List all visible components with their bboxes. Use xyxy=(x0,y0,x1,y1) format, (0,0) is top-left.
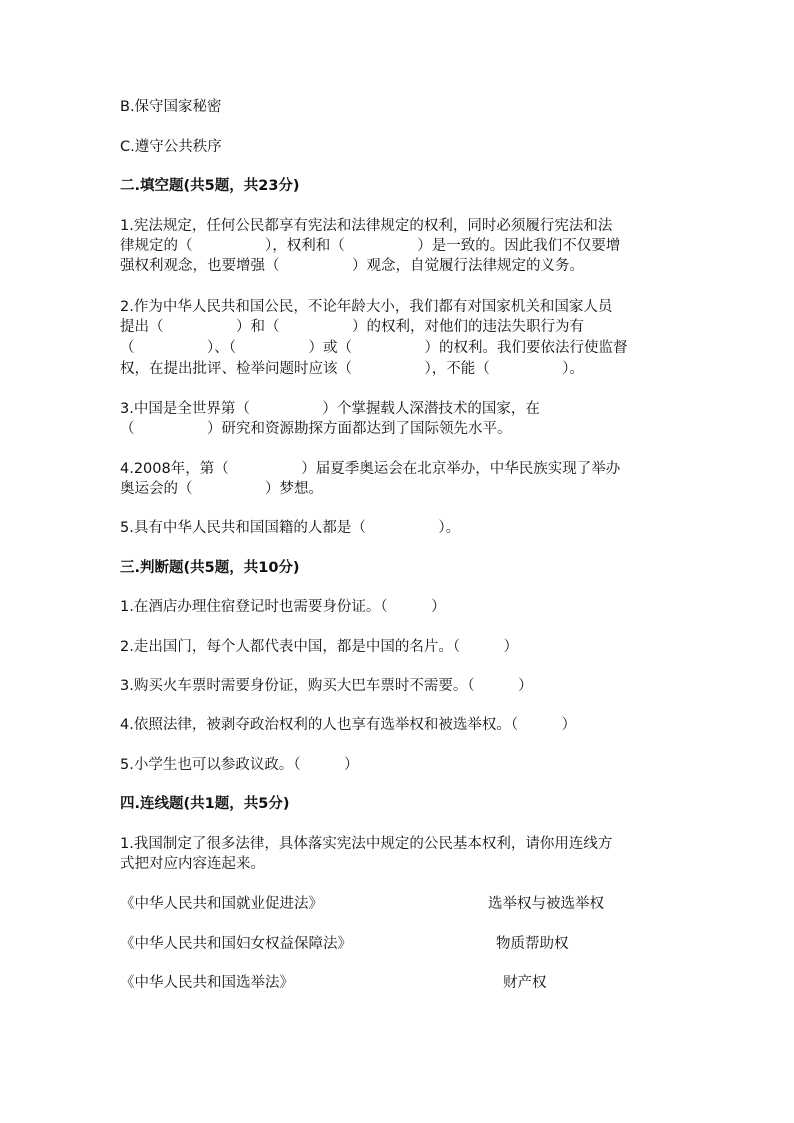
match-q1-line1: 1.我国制定了很多法律，具体落实宪法中规定的公民基本权利，请你用连线方 xyxy=(120,836,613,852)
match-right-item-1: 选举权与被选举权 xyxy=(488,896,604,912)
fill-q3-line1: 3.中国是全世界第（ ）个掌握载人深潜技术的国家，在 xyxy=(120,401,540,417)
judge-item-1: 1.在酒店办理住宿登记时也需要身份证。（ ） xyxy=(120,599,446,615)
fill-q2-line4: 权，在提出批评、检举问题时应该（ ），不能（ ）。 xyxy=(120,361,584,377)
judge-item-2: 2.走出国门，每个人都代表中国，都是中国的名片。（ ） xyxy=(120,639,519,655)
fill-q1-line1: 1.宪法规定，任何公民都享有宪法和法律规定的权利，同时必须履行宪法和法 xyxy=(120,218,613,234)
match-left-item-2: 《中华人民共和国妇女权益保障法》 xyxy=(120,936,352,952)
option-b: B.保守国家秘密 xyxy=(120,99,222,115)
match-left-item-3: 《中华人民共和国选举法》 xyxy=(120,975,294,991)
section4-heading: 四.连线题(共1题，共5分) xyxy=(120,796,290,812)
fill-q2-line1: 2.作为中华人民共和国公民，不论年龄大小，我们都有对国家机关和国家人员 xyxy=(120,299,613,315)
match-right-item-3: 财产权 xyxy=(503,975,547,991)
fill-q3-line2: （ ）研究和资源勘探方面都达到了国际领先水平。 xyxy=(120,421,512,437)
fill-q4-line1: 4.2008年，第（ ）届夏季奥运会在北京举办，中华民族实现了举办 xyxy=(120,461,621,477)
judge-item-4: 4.依照法律，被剥夺政治权利的人也享有选举权和被选举权。（ ） xyxy=(120,717,577,733)
match-right-item-2: 物质帮助权 xyxy=(496,936,569,952)
fill-q2-line2: 提出（ ）和（ ）的权利，对他们的违法失职行为有 xyxy=(120,319,584,335)
fill-q5: 5.具有中华人民共和国国籍的人都是（ ）。 xyxy=(120,520,461,536)
judge-item-3: 3.购买火车票时需要身份证，购买大巴车票时不需要。（ ） xyxy=(120,678,533,694)
fill-q1-line3: 强权利观念，也要增强（ ）观念，自觉履行法律规定的义务。 xyxy=(120,258,584,274)
section3-heading: 三.判断题(共5题，共10分) xyxy=(120,560,300,576)
option-c: C.遵守公共秩序 xyxy=(120,139,222,155)
judge-item-5: 5.小学生也可以参政议政。（ ） xyxy=(120,757,359,773)
fill-q1-line2: 律规定的（ ），权利和（ ）是一致的。因此我们不仅要增 xyxy=(120,238,621,254)
match-q1-line2: 式把对应内容连起来。 xyxy=(120,856,265,872)
match-left-item-1: 《中华人民共和国就业促进法》 xyxy=(120,896,323,912)
fill-q2-line3: （ ）、（ ）或（ ）的权利。我们要依法行使监督 xyxy=(120,340,628,356)
fill-q4-line2: 奥运会的（ ）梦想。 xyxy=(120,481,323,497)
section2-heading: 二.填空题(共5题，共23分) xyxy=(120,178,300,194)
